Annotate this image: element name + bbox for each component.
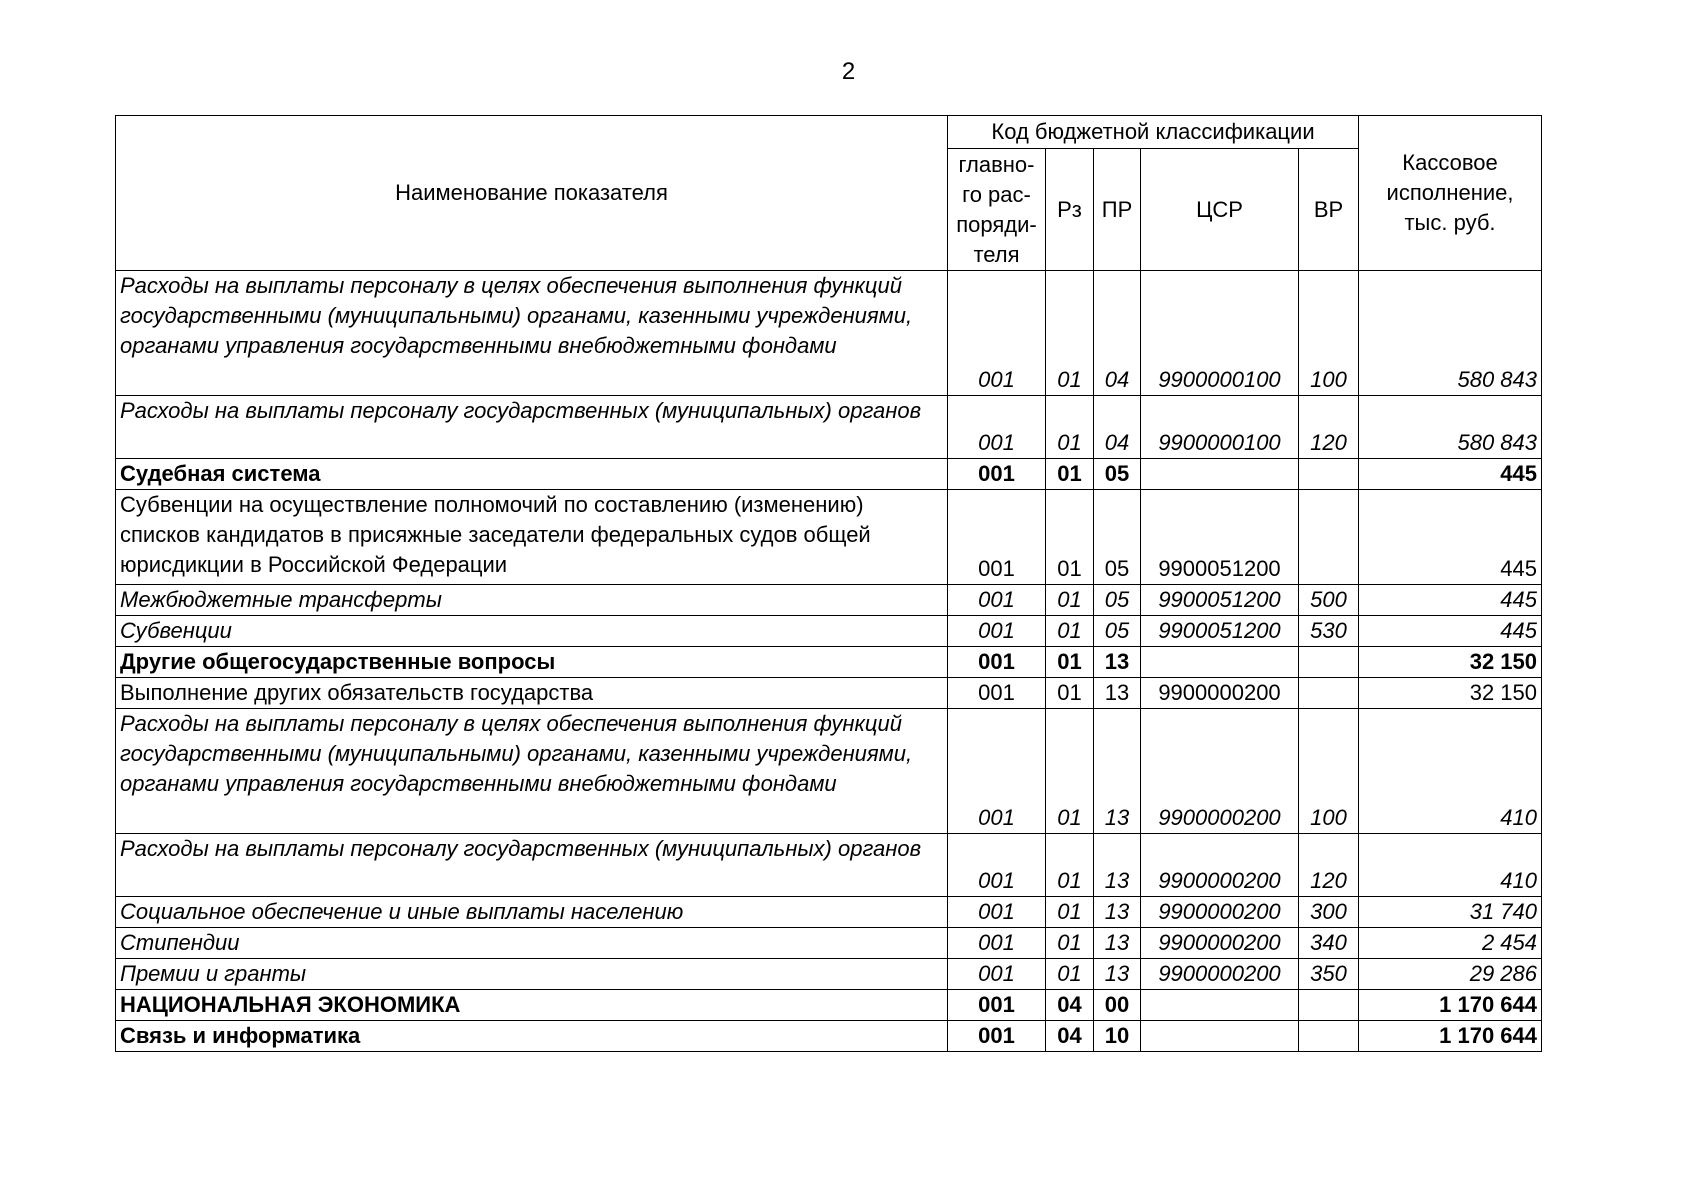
cell-rz: 01	[1046, 271, 1094, 396]
cell-csr: 9900000100	[1141, 396, 1299, 459]
cell-csr: 9900000200	[1141, 928, 1299, 959]
cell-pr: 13	[1094, 709, 1141, 834]
cell-pr: 13	[1094, 897, 1141, 928]
cell-pr: 13	[1094, 928, 1141, 959]
cell-main-manager: 001	[948, 459, 1046, 490]
cell-pr: 05	[1094, 490, 1141, 585]
header-rz: Рз	[1046, 149, 1094, 271]
cell-amount: 1 170 644	[1359, 1021, 1542, 1052]
cell-name: Расходы на выплаты персоналу в целях обеспечения выполнения функций государственными (муниципальными) органами, казенными учреждениями, органами управления государственными внебюджетными фондами	[116, 709, 948, 834]
page-number: 2	[841, 58, 856, 85]
cell-amount: 445	[1359, 490, 1542, 585]
cell-amount: 32 150	[1359, 647, 1542, 678]
cell-vr: 100	[1299, 709, 1359, 834]
cell-rz: 01	[1046, 616, 1094, 647]
cell-vr	[1299, 490, 1359, 585]
cell-pr: 04	[1094, 396, 1141, 459]
table-row	[116, 959, 1542, 990]
cell-main-manager: 001	[948, 271, 1046, 396]
cell-csr: 9900000200	[1141, 834, 1299, 897]
cell-amount: 445	[1359, 585, 1542, 616]
cell-pr: 05	[1094, 459, 1141, 490]
cell-rz: 01	[1046, 709, 1094, 834]
cell-csr: 9900000200	[1141, 959, 1299, 990]
cell-pr: 13	[1094, 834, 1141, 897]
cell-rz: 01	[1046, 928, 1094, 959]
cell-name: Субвенции на осуществление полномочий по составлению (изменению) списков кандидатов в присяжные заседатели федеральных судов общей юрисдикции в Российской Федерации	[116, 490, 948, 585]
cell-main-manager: 001	[948, 616, 1046, 647]
cell-vr: 120	[1299, 396, 1359, 459]
cell-name: Социальное обеспечение и иные выплаты населению	[116, 897, 948, 928]
cell-vr: 300	[1299, 897, 1359, 928]
cell-main-manager: 001	[948, 897, 1046, 928]
cell-name: НАЦИОНАЛЬНАЯ ЭКОНОМИКА	[116, 990, 948, 1021]
table-row	[116, 585, 1542, 616]
table-row	[116, 709, 1542, 834]
table-row	[116, 928, 1542, 959]
cell-pr: 05	[1094, 616, 1141, 647]
cell-pr: 13	[1094, 959, 1141, 990]
header-csr: ЦСР	[1141, 149, 1299, 271]
cell-main-manager: 001	[948, 585, 1046, 616]
cell-vr	[1299, 647, 1359, 678]
table-row	[116, 678, 1542, 709]
cell-csr: 9900000200	[1141, 678, 1299, 709]
cell-csr: 9900000200	[1141, 709, 1299, 834]
cell-vr	[1299, 990, 1359, 1021]
table-row	[116, 1021, 1542, 1052]
table-row	[116, 834, 1542, 897]
cell-amount: 32 150	[1359, 678, 1542, 709]
cell-name: Стипендии	[116, 928, 948, 959]
cell-csr: 9900000100	[1141, 271, 1299, 396]
cell-pr: 00	[1094, 990, 1141, 1021]
cell-main-manager: 001	[948, 834, 1046, 897]
cell-main-manager: 001	[948, 490, 1046, 585]
table-row	[116, 490, 1542, 585]
cell-vr	[1299, 678, 1359, 709]
cell-main-manager: 001	[948, 1021, 1046, 1052]
cell-rz: 01	[1046, 678, 1094, 709]
cell-main-manager: 001	[948, 990, 1046, 1021]
header-code-group: Код бюджетной классификации	[948, 116, 1359, 149]
cell-csr	[1141, 647, 1299, 678]
header-amount: Кассовое исполнение, тыс. руб.	[1359, 116, 1542, 271]
cell-vr: 100	[1299, 271, 1359, 396]
cell-csr: 9900051200	[1141, 490, 1299, 585]
cell-main-manager: 001	[948, 959, 1046, 990]
cell-csr	[1141, 1021, 1299, 1052]
cell-pr: 04	[1094, 271, 1141, 396]
cell-rz: 01	[1046, 396, 1094, 459]
cell-rz: 04	[1046, 1021, 1094, 1052]
cell-name: Расходы на выплаты персоналу государственных (муниципальных) органов	[116, 834, 948, 897]
cell-main-manager: 001	[948, 396, 1046, 459]
cell-main-manager: 001	[948, 647, 1046, 678]
cell-name: Расходы на выплаты персоналу в целях обеспечения выполнения функций государственными (муниципальными) органами, казенными учреждениями, органами управления государственными внебюджетными фондами	[116, 271, 948, 396]
cell-main-manager: 001	[948, 928, 1046, 959]
cell-csr: 9900000200	[1141, 897, 1299, 928]
cell-name: Премии и гранты	[116, 959, 948, 990]
cell-rz: 01	[1046, 834, 1094, 897]
cell-name: Расходы на выплаты персоналу государственных (муниципальных) органов	[116, 396, 948, 459]
cell-amount: 410	[1359, 834, 1542, 897]
cell-rz: 01	[1046, 647, 1094, 678]
table-row	[116, 616, 1542, 647]
cell-amount: 580 843	[1359, 396, 1542, 459]
cell-rz: 01	[1046, 490, 1094, 585]
cell-csr	[1141, 459, 1299, 490]
cell-rz: 01	[1046, 897, 1094, 928]
cell-pr: 13	[1094, 647, 1141, 678]
cell-vr: 530	[1299, 616, 1359, 647]
cell-amount: 445	[1359, 616, 1542, 647]
cell-csr	[1141, 990, 1299, 1021]
cell-vr	[1299, 1021, 1359, 1052]
cell-name: Межбюджетные трансферты	[116, 585, 948, 616]
cell-pr: 13	[1094, 678, 1141, 709]
cell-amount: 2 454	[1359, 928, 1542, 959]
table-body	[116, 271, 1542, 1052]
budget-table	[115, 115, 1542, 1052]
cell-rz: 01	[1046, 959, 1094, 990]
cell-name: Судебная система	[116, 459, 948, 490]
table-row	[116, 271, 1542, 396]
cell-name: Связь и информатика	[116, 1021, 948, 1052]
cell-rz: 01	[1046, 585, 1094, 616]
header-vr: ВР	[1299, 149, 1359, 271]
header-pr: ПР	[1094, 149, 1141, 271]
cell-vr: 340	[1299, 928, 1359, 959]
cell-amount: 29 286	[1359, 959, 1542, 990]
cell-csr: 9900051200	[1141, 585, 1299, 616]
cell-name: Выполнение других обязательств государства	[116, 678, 948, 709]
table-row	[116, 647, 1542, 678]
cell-main-manager: 001	[948, 709, 1046, 834]
table-row	[116, 459, 1542, 490]
cell-rz: 04	[1046, 990, 1094, 1021]
cell-amount: 410	[1359, 709, 1542, 834]
table-row	[116, 396, 1542, 459]
cell-pr: 10	[1094, 1021, 1141, 1052]
table-row	[116, 897, 1542, 928]
cell-amount: 1 170 644	[1359, 990, 1542, 1021]
cell-name: Другие общегосударственные вопросы	[116, 647, 948, 678]
cell-vr: 500	[1299, 585, 1359, 616]
cell-amount: 445	[1359, 459, 1542, 490]
cell-main-manager: 001	[948, 678, 1046, 709]
cell-pr: 05	[1094, 585, 1141, 616]
cell-amount: 31 740	[1359, 897, 1542, 928]
cell-rz: 01	[1046, 459, 1094, 490]
header-main-manager: главно-го рас-поряди-теля	[948, 149, 1046, 271]
header-name: Наименование показателя	[116, 116, 948, 271]
cell-amount: 580 843	[1359, 271, 1542, 396]
cell-vr: 120	[1299, 834, 1359, 897]
cell-csr: 9900051200	[1141, 616, 1299, 647]
cell-vr	[1299, 459, 1359, 490]
cell-name: Субвенции	[116, 616, 948, 647]
table-row	[116, 990, 1542, 1021]
cell-vr: 350	[1299, 959, 1359, 990]
